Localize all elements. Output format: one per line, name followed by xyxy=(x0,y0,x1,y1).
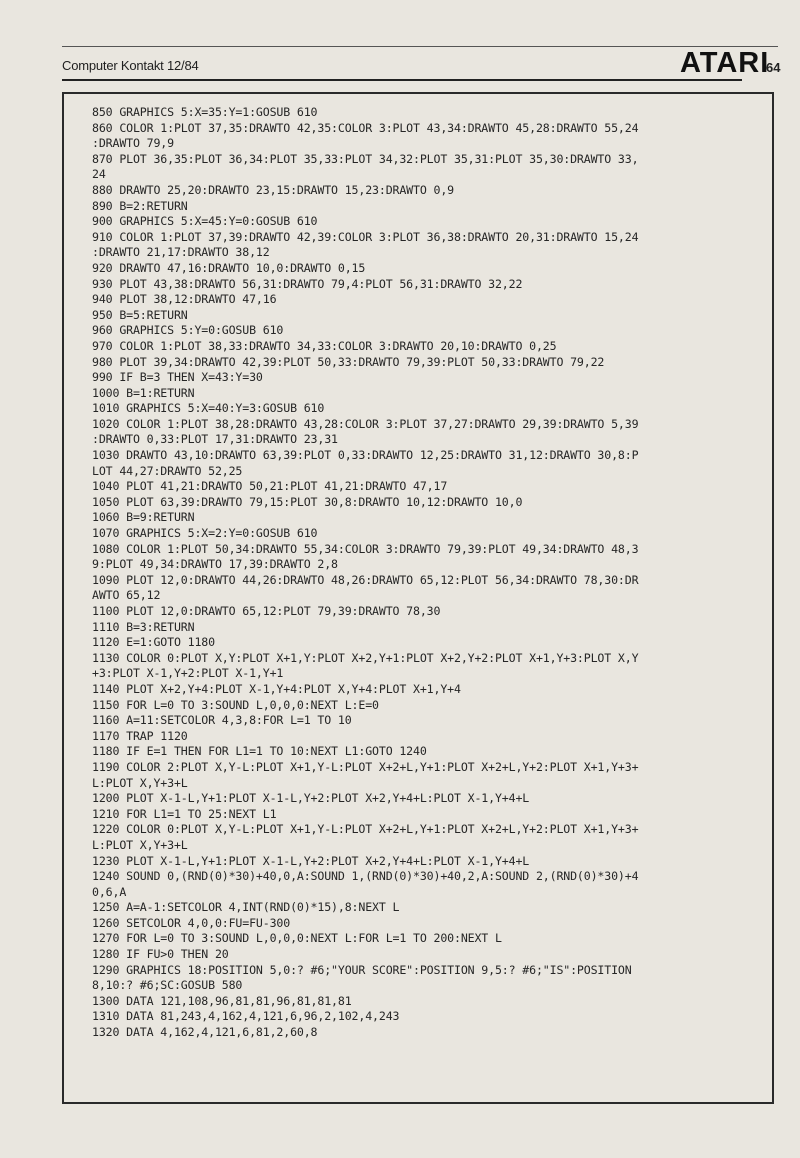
code-line: 920 DRAWTO 47,16:DRAWTO 10,0:DRAWTO 0,15 xyxy=(92,260,366,275)
program-listing-box xyxy=(62,92,774,1104)
code-line: 960 GRAPHICS 5:Y=0:GOSUB 610 xyxy=(92,323,284,338)
code-line: 1130 COLOR 0:PLOT X,Y:PLOT X+1,Y:PLOT X+2,Y+1:PLOT X+2,Y+2:PLOT X+1,Y+3:PLOT X,Y xyxy=(92,650,639,665)
code-line: 1250 A=A-1:SETCOLOR 4,INT(RND(0)*15),8:NEXT L xyxy=(92,900,400,915)
brand-logo-text: ATARI xyxy=(680,47,770,79)
code-line: LOT 44,27:DRAWTO 52,25 xyxy=(92,463,243,478)
code-line: 1280 IF FU>0 THEN 20 xyxy=(92,947,229,962)
code-line: AWTO 65,12 xyxy=(92,588,161,603)
code-line: 1170 TRAP 1120 xyxy=(92,728,188,743)
code-line: 1190 COLOR 2:PLOT X,Y-L:PLOT X+1,Y-L:PLOT X+2+L,Y+1:PLOT X+2+L,Y+2:PLOT X+1,Y+3+ xyxy=(92,759,639,774)
code-line: 1230 PLOT X-1-L,Y+1:PLOT X-1-L,Y+2:PLOT X+2,Y+4+L:PLOT X-1,Y+4+L xyxy=(92,853,530,868)
publication-title: Computer Kontakt 12/84 xyxy=(62,58,199,73)
code-line: 870 PLOT 36,35:PLOT 36,34:PLOT 35,33:PLOT 34,32:PLOT 35,31:PLOT 35,30:DRAWTO 33, xyxy=(92,151,639,166)
code-line: 1060 B=9:RETURN xyxy=(92,510,195,525)
code-line: 970 COLOR 1:PLOT 38,33:DRAWTO 34,33:COLOR 3:DRAWTO 20,10:DRAWTO 0,25 xyxy=(92,338,557,353)
code-line: 1140 PLOT X+2,Y+4:PLOT X-1,Y+4:PLOT X,Y+4:PLOT X+1,Y+4 xyxy=(92,681,461,696)
code-line: 8,10:? #6;SC:GOSUB 580 xyxy=(92,978,243,993)
code-line: 850 GRAPHICS 5:X=35:Y=1:GOSUB 610 xyxy=(92,105,318,119)
code-line: 1160 A=11:SETCOLOR 4,3,8:FOR L=1 TO 10 xyxy=(92,713,352,728)
code-line: 880 DRAWTO 25,20:DRAWTO 23,15:DRAWTO 15,23:DRAWTO 0,9 xyxy=(92,182,454,197)
code-line: 1110 B=3:RETURN xyxy=(92,619,195,634)
code-line: 900 GRAPHICS 5:X=45:Y=0:GOSUB 610 xyxy=(92,214,318,229)
code-line: +3:PLOT X-1,Y+2:PLOT X-1,Y+1 xyxy=(92,666,284,681)
code-line: 1050 PLOT 63,39:DRAWTO 79,15:PLOT 30,8:DRAWTO 10,12:DRAWTO 10,0 xyxy=(92,494,523,509)
code-line: 1090 PLOT 12,0:DRAWTO 44,26:DRAWTO 48,26:DRAWTO 65,12:PLOT 56,34:DRAWTO 78,30:DR xyxy=(92,572,639,587)
code-line: 1180 IF E=1 THEN FOR L1=1 TO 10:NEXT L1:GOTO 1240 xyxy=(92,744,427,759)
code-line: 1260 SETCOLOR 4,0,0:FU=FU-300 xyxy=(92,915,291,930)
code-line: 1100 PLOT 12,0:DRAWTO 65,12:PLOT 79,39:DRAWTO 78,30 xyxy=(92,604,441,618)
code-line: 0,6,A xyxy=(92,884,127,899)
code-line: 1040 PLOT 41,21:DRAWTO 50,21:PLOT 41,21:DRAWTO 47,17 xyxy=(92,479,448,494)
code-line: L:PLOT X,Y+3+L xyxy=(92,775,188,790)
header-top-rule xyxy=(62,46,778,47)
code-line: :DRAWTO 21,17:DRAWTO 38,12 xyxy=(92,245,270,260)
code-line: 1210 FOR L1=1 TO 25:NEXT L1 xyxy=(92,806,277,821)
code-line: 1120 E=1:GOTO 1180 xyxy=(92,635,215,650)
code-line: 950 B=5:RETURN xyxy=(92,307,188,322)
code-line: 1030 DRAWTO 43,10:DRAWTO 63,39:PLOT 0,33:DRAWTO 12,25:DRAWTO 31,12:DRAWTO 30,8:P xyxy=(92,448,639,463)
code-line: 1000 B=1:RETURN xyxy=(92,385,195,400)
code-line: 910 COLOR 1:PLOT 37,39:DRAWTO 42,39:COLOR 3:PLOT 36,38:DRAWTO 20,31:DRAWTO 15,24 xyxy=(92,229,639,244)
page-number: 64 xyxy=(766,60,781,75)
code-line: 990 IF B=3 THEN X=43:Y=30 xyxy=(92,370,263,385)
code-line: :DRAWTO 0,33:PLOT 17,31:DRAWTO 23,31 xyxy=(92,432,338,447)
code-line: 1240 SOUND 0,(RND(0)*30)+40,0,A:SOUND 1,(RND(0)*30)+40,2,A:SOUND 2,(RND(0)*30)+4 xyxy=(92,869,639,884)
code-line: 860 COLOR 1:PLOT 37,35:DRAWTO 42,35:COLOR 3:PLOT 43,34:DRAWTO 45,28:DRAWTO 55,24 xyxy=(92,120,639,135)
code-line: 1310 DATA 81,243,4,162,4,121,6,96,2,102,4,243 xyxy=(92,1009,400,1024)
code-line: 890 B=2:RETURN xyxy=(92,198,188,213)
code-line: 1270 FOR L=0 TO 3:SOUND L,0,0,0:NEXT L:FOR L=1 TO 200:NEXT L xyxy=(92,931,502,946)
header-bottom-rule xyxy=(62,79,742,81)
code-line: 24 xyxy=(92,167,106,182)
code-line: 1010 GRAPHICS 5:X=40:Y=3:GOSUB 610 xyxy=(92,401,325,416)
code-line: 1070 GRAPHICS 5:X=2:Y=0:GOSUB 610 xyxy=(92,526,318,541)
code-line: 1320 DATA 4,162,4,121,6,81,2,60,8 xyxy=(92,1025,318,1040)
code-line: 930 PLOT 43,38:DRAWTO 56,31:DRAWTO 79,4:PLOT 56,31:DRAWTO 32,22 xyxy=(92,276,523,291)
code-line: :DRAWTO 79,9 xyxy=(92,136,174,151)
program-listing xyxy=(92,105,772,1041)
page-header xyxy=(62,46,781,80)
code-line: 1300 DATA 121,108,96,81,81,96,81,81,81 xyxy=(92,993,352,1008)
code-line: 1290 GRAPHICS 18:POSITION 5,0:? #6;"YOUR SCORE":POSITION 9,5:? #6;"IS":POSITION xyxy=(92,962,632,977)
code-line: 1200 PLOT X-1-L,Y+1:PLOT X-1-L,Y+2:PLOT X+2,Y+4+L:PLOT X-1,Y+4+L xyxy=(92,791,530,806)
code-line: L:PLOT X,Y+3+L xyxy=(92,837,188,852)
code-line: 1020 COLOR 1:PLOT 38,28:DRAWTO 43,28:COLOR 3:PLOT 37,27:DRAWTO 29,39:DRAWTO 5,39 xyxy=(92,416,639,431)
code-line: 1080 COLOR 1:PLOT 50,34:DRAWTO 55,34:COLOR 3:DRAWTO 79,39:PLOT 49,34:DRAWTO 48,3 xyxy=(92,541,639,556)
code-line: 1220 COLOR 0:PLOT X,Y-L:PLOT X+1,Y-L:PLOT X+2+L,Y+1:PLOT X+2+L,Y+2:PLOT X+1,Y+3+ xyxy=(92,822,639,837)
code-line: 9:PLOT 49,34:DRAWTO 17,39:DRAWTO 2,8 xyxy=(92,557,338,572)
code-line: 1150 FOR L=0 TO 3:SOUND L,0,0,0:NEXT L:E=0 xyxy=(92,697,379,712)
code-line: 980 PLOT 39,34:DRAWTO 42,39:PLOT 50,33:DRAWTO 79,39:PLOT 50,33:DRAWTO 79,22 xyxy=(92,354,605,369)
code-line: 940 PLOT 38,12:DRAWTO 47,16 xyxy=(92,292,277,307)
